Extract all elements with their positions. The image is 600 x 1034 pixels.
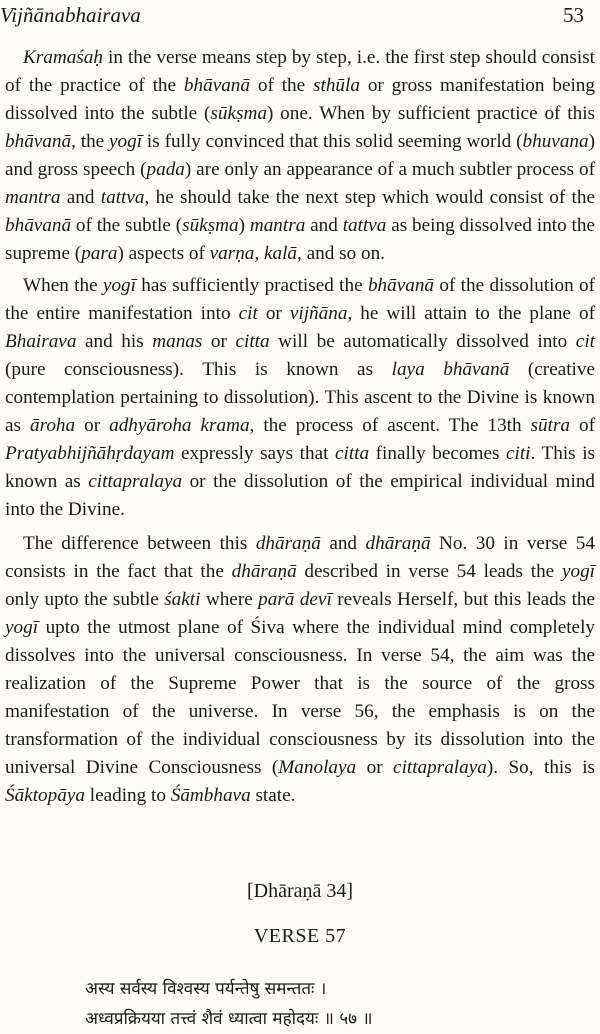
italic-term: tattva (100, 187, 145, 208)
text-run: and (305, 215, 343, 236)
text-run: (creative contemplation pertaining to dissolution). This ascent to the Divine is known as (5, 359, 596, 436)
text-run: where (200, 589, 259, 610)
italic-term: sūkṣma (210, 103, 267, 124)
italic-term: bhāvanā (183, 75, 250, 96)
italic-term: yogī (109, 131, 143, 152)
text-run: or (202, 331, 236, 352)
text-run: and his (76, 331, 153, 352)
text-run: , the (71, 131, 110, 152)
text-run: , he should take the next step which would consist of the (144, 187, 595, 208)
text-run: only upto the subtle (5, 589, 165, 610)
text-run: or (356, 757, 394, 778)
text-run: in the verse means step by step, i.e. the first step should consist of the practice of the (5, 47, 595, 96)
italic-term: Śāmbhava (170, 785, 251, 806)
text-run: ) and gross speech ( (5, 131, 595, 180)
text-run: ) are only an appearance of a much subtler process of (184, 159, 595, 180)
text-run: . This is known as (5, 443, 595, 492)
italic-term: Śāktopāya (5, 785, 85, 806)
italic-term: cittapralaya (393, 757, 487, 778)
text-run: has sufficiently practised the (135, 275, 368, 296)
text-run: ) (238, 215, 250, 236)
italic-term: dhāraṇā (231, 561, 297, 582)
italic-term: citta (335, 443, 370, 464)
italic-term: sūtra (530, 415, 571, 436)
text-run: of (570, 415, 596, 436)
italic-term: dhāraṇā (255, 533, 321, 554)
running-head: Vijñānabhairava (0, 3, 141, 27)
italic-term: varṇa, kalā, (209, 243, 302, 264)
italic-term: Manolaya (278, 757, 357, 778)
italic-term: sthūla (313, 75, 360, 96)
italic-term: sūkṣma (182, 215, 239, 236)
text-run: or the dissolution of the empirical individual mind into the Divine. (5, 471, 596, 520)
text-run: The difference between this (23, 533, 256, 554)
text-run: and (60, 187, 101, 208)
text-run: ) aspects of (117, 243, 210, 264)
page-number: 53 (563, 3, 584, 27)
text-run: as being dissolved into the supreme ( (5, 215, 595, 264)
text-run: ). So, this is (486, 757, 595, 778)
italic-term: bhāvanā (5, 215, 72, 236)
text-run: described in verse 54 leads the (296, 561, 562, 582)
italic-term: para (81, 243, 118, 264)
italic-term: manas (152, 331, 203, 352)
italic-term: pada (146, 159, 185, 180)
text-run: , the process of ascent. The 13th (249, 415, 531, 436)
text-run: finally becomes (369, 443, 506, 464)
sanskrit-line: अध्वप्रक्रियया तत्त्वं शैवं ध्यात्वा महोदयः ॥ ५७ ॥ (85, 1009, 373, 1029)
text-run: of the dissolution of the entire manifestation into (5, 275, 595, 324)
italic-term: citi (506, 443, 531, 464)
italic-term: dhāraṇā (365, 533, 431, 554)
text-run: state. (250, 785, 296, 806)
body-text (5, 44, 595, 816)
paragraph-3 (5, 530, 595, 810)
italic-term: citta (235, 331, 270, 352)
italic-term: bhāvanā (367, 275, 435, 296)
italic-term: laya bhāvanā (391, 359, 510, 380)
verse-title: VERSE 57 (253, 925, 347, 947)
paragraph-1 (5, 44, 595, 268)
text-run: ) one. When by sufficient practice of this (266, 103, 596, 124)
text-run: or gross manifestation being dissolved into the subtle ( (5, 75, 595, 124)
italic-term: bhuvana (522, 131, 589, 152)
italic-term: mantra (5, 187, 61, 208)
italic-term: adhyāroha krama (109, 415, 250, 436)
text-run: and so on. (301, 243, 385, 264)
italic-term: cittapralaya (88, 471, 183, 492)
text-run: No. 30 in verse 54 consists in the fact that the (5, 533, 595, 582)
italic-term: tattva (342, 215, 387, 236)
section-label: [Dhāraṇā 34] (246, 880, 354, 902)
sanskrit-line: अस्य सर्वस्य विश्वस्य पर्यन्तेषु समन्ततः । (85, 979, 327, 999)
italic-term: yogī (5, 617, 39, 638)
paragraph-2 (5, 272, 595, 524)
text-run: leading to (84, 785, 171, 806)
text-run: of the subtle ( (71, 215, 183, 236)
italic-term: āroha (29, 415, 76, 436)
text-run: and (320, 533, 366, 554)
italic-term: vijñāna (289, 303, 348, 324)
italic-term: śakti (164, 589, 201, 610)
text-run: or (257, 303, 290, 324)
text-run: is fully convinced that this solid seeming world ( (142, 131, 523, 152)
text-run: upto the utmost plane of Śiva where the individual mind completely dissolves into the universal consciousness. In verse 54, the aim was the realization of the Supreme Power that is the source of the gross manifestation of the universe. In verse 56, the emphasis is on the transformation of the individual consciousness by its dissolution into the universal Divine Consciousness ( (5, 617, 595, 778)
italic-term: yogī (561, 561, 595, 582)
text-run: will be automatically dissolved into (269, 331, 576, 352)
text-run: (pure consciousness). This is known as (5, 359, 392, 380)
italic-term: Kramaśaḥ (23, 47, 103, 68)
text-run: expressly says that (174, 443, 335, 464)
italic-term: parā devī (258, 589, 332, 610)
italic-term: mantra (249, 215, 306, 236)
italic-term: Pratyabhijñāhṛdayam (5, 443, 175, 464)
text-run: , he will attain to the plane of (347, 303, 596, 324)
sanskrit-verse (85, 974, 585, 1034)
italic-term: Bhairava (5, 331, 77, 352)
italic-term: cit (575, 331, 595, 352)
text-run: reveals Herself, but this leads the (331, 589, 596, 610)
italic-term: yogī (102, 275, 136, 296)
text-run: When the (23, 275, 103, 296)
text-run: or (75, 415, 110, 436)
italic-term: bhāvanā (5, 131, 72, 152)
text-run: of the (250, 75, 314, 96)
italic-term: cit (238, 303, 258, 324)
